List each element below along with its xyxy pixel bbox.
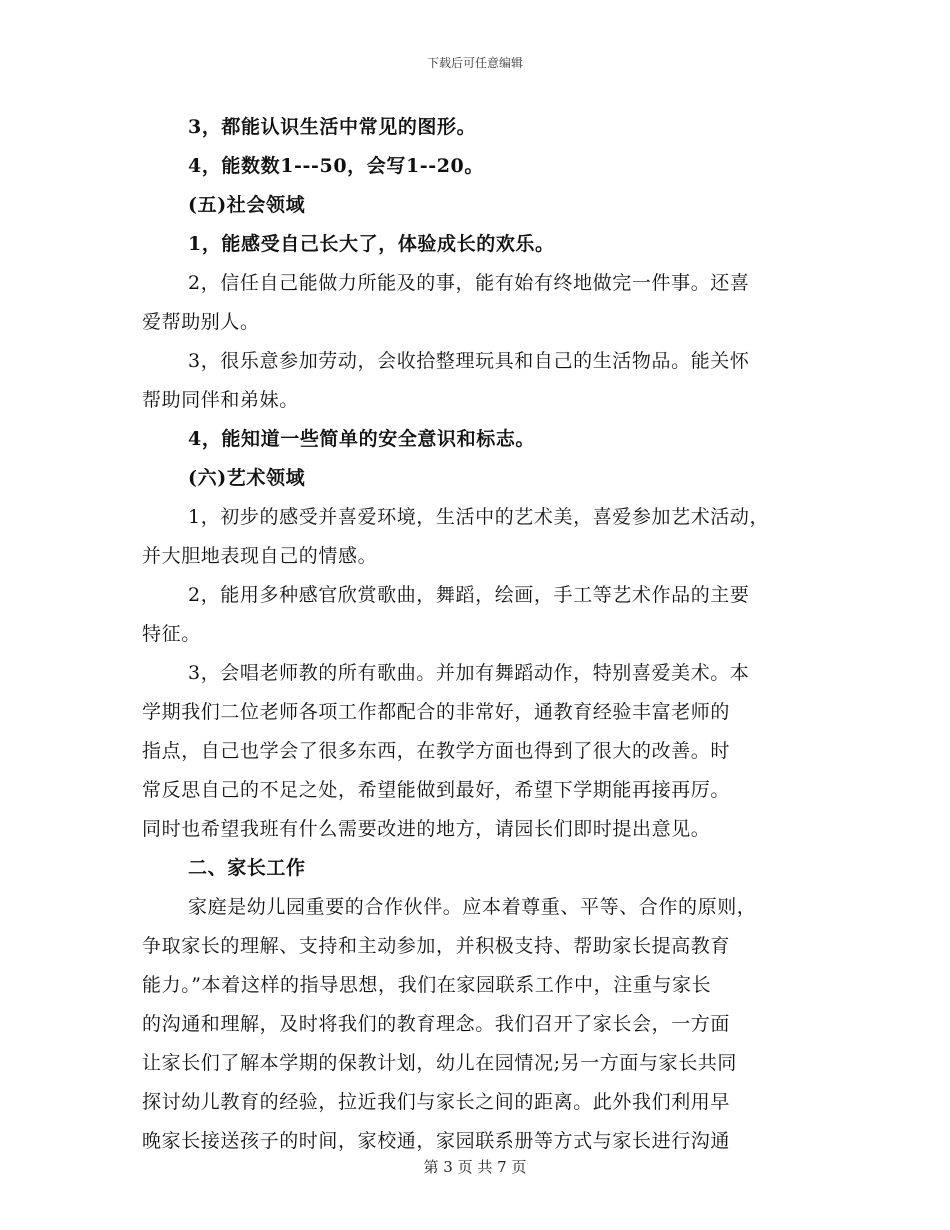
heading-line: 4，能知道一些简单的安全意识和标志。 [188, 428, 536, 450]
text-line: 晚家长接送孩子的时间，家校通，家园联系册等方式与家长进行沟通 [142, 1130, 731, 1152]
text-line: 1，初步的感受并喜爱环境，生活中的艺术美，喜爱参加艺术活动， [188, 506, 770, 528]
text-line: 探讨幼儿教育的经验，拉近我们与家长之间的距离。此外我们利用早 [142, 1091, 731, 1113]
page-header: 下载后可任意编辑 [426, 56, 523, 70]
heading-line: 二、家长工作 [188, 857, 306, 879]
text-line: 2，信任自己能做力所能及的事，能有始有终地做完一件事。还喜 [188, 272, 750, 294]
text-line: 3，会唱老师教的所有歌曲。并加有舞蹈动作，特别喜爱美术。本 [188, 662, 750, 684]
text-line: 常反思自己的不足之处，希望能做到最好，希望下学期能再接再厉。 [142, 779, 731, 801]
text-line: 并大胆地表现自己的情感。 [142, 545, 378, 567]
text-line: 指点，自己也学会了很多东西，在教学方面也得到了很大的改善。时 [142, 740, 731, 762]
heading-line: 3，都能认识生活中常见的图形。 [188, 116, 477, 138]
text-line: 帮助同伴和弟妹。 [142, 389, 299, 411]
text-line: 学期我们二位老师各项工作都配合的非常好，通教育经验丰富老师的 [142, 701, 731, 723]
text-line: 3，很乐意参加劳动，会收拾整理玩具和自己的生活物品。能关怀 [188, 350, 750, 372]
text-line: 争取家长的理解、支持和主动参加，并积极支持、帮助家长提高教育 [142, 935, 731, 957]
text-line: 让家长们了解本学期的保教计划，幼儿在园情况;另一方面与家长共同 [142, 1052, 738, 1074]
document-body [142, 108, 808, 1161]
heading-line: (五)社会领域 [188, 194, 306, 216]
text-line: 特征。 [142, 623, 201, 645]
heading-line: 1，能感受自己长大了，体验成长的欢乐。 [188, 233, 555, 255]
heading-line: (六)艺术领域 [188, 467, 306, 489]
text-line: 能力。”本着这样的指导思想，我们在家园联系工作中，注重与家长 [142, 974, 712, 996]
text-line: 的沟通和理解，及时将我们的教育理念。我们召开了家长会，一方面 [142, 1013, 731, 1035]
text-line: 爱帮助别人。 [142, 311, 260, 333]
text-line: 同时也希望我班有什么需要改进的地方，请园长们即时提出意见。 [142, 818, 711, 840]
page-footer: 第 3 页 共 7 页 [423, 1158, 527, 1176]
text-line: 家庭是幼儿园重要的合作伙伴。应本着尊重、平等、合作的原则， [188, 896, 757, 918]
text-line: 2，能用多种感官欣赏歌曲，舞蹈，绘画，手工等艺术作品的主要 [188, 584, 750, 606]
heading-line: 4，能数数1---50，会写1--20。 [188, 155, 484, 177]
